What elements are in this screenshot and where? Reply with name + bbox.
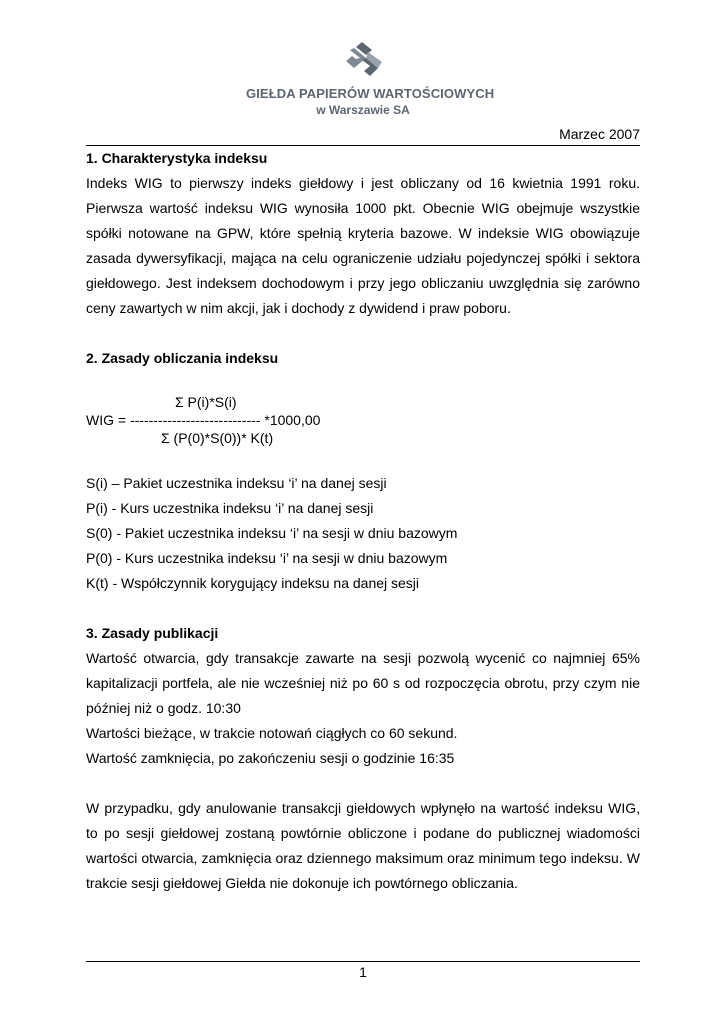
definition-item: K(t) - Współczynnik korygujący indeksu na danej sesji	[86, 575, 420, 591]
section3-line2: Wartości bieżące, w trakcie notowań ciągłych co 60 sekund.	[86, 725, 458, 741]
formula-line: WIG = ---------------------------- *1000,00	[86, 412, 321, 428]
definition-item: S(0) - Pakiet uczestnika indeksu ‘i’ na sesji w dniu bazowym	[86, 525, 458, 541]
section3-line3: Wartość zamknięcia, po zakończeniu sesji o godzinie 16:35	[86, 750, 455, 766]
gpw-logo-icon	[342, 40, 386, 80]
logo-text-line1: GIEŁDA PAPIERÓW WARTOŚCIOWYCH	[246, 86, 495, 101]
footer-divider	[86, 961, 640, 962]
section3-heading: 3. Zasady publikacji	[86, 625, 219, 641]
formula-denominator: Σ (P(0)*S(0))* K(t)	[161, 430, 274, 446]
section3-paragraph2: W przypadku, gdy anulowanie transakcji giełdowych wpłynęło na wartość indeksu WIG, to po sesji giełdowej zostaną powtórnie obliczone i podane do publicznej wiadomości wartości otwarcia, zamknięcia oraz dziennego maksimum oraz minimum tego indeksu. W trakcie sesji giełdowej Giełda nie dokonuje ich powtórnego obliczania.	[86, 800, 640, 891]
section3-paragraph1: Wartość otwarcia, gdy transakcje zawarte na sesji pozwolą wycenić co najmniej 65% kapitalizacji portfela, ale nie wcześniej niż po 60 s od rozpoczęcia obrotu, przy czym nie później niż o godz. 10:30	[86, 650, 640, 716]
section1-paragraph: Indeks WIG to pierwszy indeks giełdowy i jest obliczany od 16 kwietnia 1991 roku. Pierwsza wartość indeksu WIG wynosiła 1000 pkt. Obecnie WIG obejmuje wszystkie spółki notowane na GPW, które spełnią kryteria bazowe. W indeksie WIG obowiązuje zasada dywersyfikacji, mająca na celu ograniczenie udziału pojedynczej spółki i sektora giełdowego. Jest indeksem dochodowym i przy jego obliczaniu uwzględnia się zarówno ceny zawartych w nim akcji, jak i dochody z dywidend i praw poboru.	[86, 175, 640, 316]
definition-item: P(0) - Kurs uczestnika indeksu ‘i’ na sesji w dniu bazowym	[86, 550, 448, 566]
definition-item: S(i) – Pakiet uczestnika indeksu ‘i’ na danej sesji	[86, 475, 387, 491]
section2-heading: 2. Zasady obliczania indeksu	[86, 350, 279, 366]
definition-item: P(i) - Kurs uczestnika indeksu ‘i’ na danej sesji	[86, 500, 374, 516]
section1-heading: 1. Charakterystyka indeksu	[86, 150, 268, 166]
document-date: Marzec 2007	[559, 126, 640, 142]
logo-text-line2: w Warszawie SA	[316, 103, 410, 117]
gpw-logo	[246, 40, 495, 120]
wig-formula	[86, 396, 640, 471]
page-number: 1	[359, 964, 367, 980]
formula-numerator: Σ P(i)*S(i)	[175, 394, 237, 410]
document-body	[86, 146, 640, 896]
formula-definitions	[86, 471, 640, 596]
